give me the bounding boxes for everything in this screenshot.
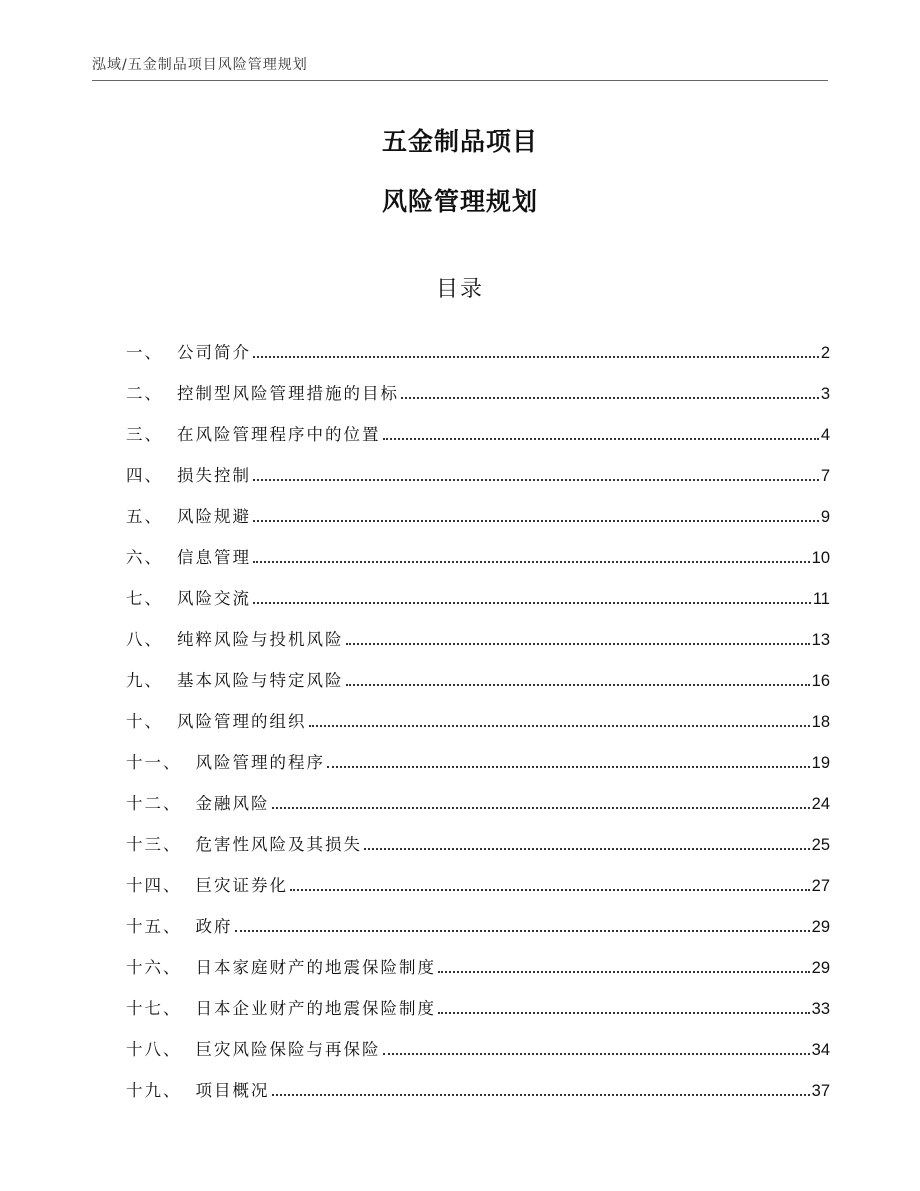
toc-entry-title: 风险管理的组织 <box>177 712 307 731</box>
toc-entry-title: 巨灾风险保险与再保险 <box>195 1040 381 1059</box>
document-title-line2: 风险管理规划 <box>381 187 538 216</box>
toc-entry[interactable] <box>126 732 830 773</box>
toc-entry-title: 风险交流 <box>177 589 251 608</box>
toc-entry[interactable] <box>126 773 830 814</box>
toc-entry[interactable] <box>126 322 830 363</box>
toc-entry[interactable] <box>126 363 830 404</box>
toc-entry-number: 五、 <box>126 507 163 526</box>
toc-entry-title: 在风险管理程序中的位置 <box>177 425 381 444</box>
toc-entry-page-number: 24 <box>811 795 830 813</box>
toc-entry-page-number: 19 <box>811 754 830 772</box>
toc-entry-page-number: 16 <box>811 672 830 690</box>
document-title-line1: 五金制品项目 <box>381 127 538 156</box>
toc-entry-page-number: 10 <box>811 549 830 567</box>
toc-dot-leader <box>438 1012 810 1014</box>
toc-entry-number: 十三、 <box>126 835 182 854</box>
toc-entry-title: 公司简介 <box>177 343 251 362</box>
toc-dot-leader <box>401 397 819 399</box>
toc-entry-page-number: 7 <box>820 467 830 485</box>
toc-entry-number: 十八、 <box>126 1040 182 1059</box>
toc-entry[interactable] <box>126 937 830 978</box>
toc-entry-page-number: 37 <box>811 1082 830 1100</box>
toc-entry-number: 四、 <box>126 466 163 485</box>
toc-entry-number: 十、 <box>126 712 163 731</box>
toc-dot-leader <box>253 561 810 563</box>
toc-entry-number: 二、 <box>126 384 163 403</box>
toc-dot-leader <box>383 1053 810 1055</box>
toc-entry-title: 日本企业财产的地震保险制度 <box>195 999 436 1018</box>
toc-dot-leader <box>253 602 811 604</box>
toc-entry-page-number: 4 <box>820 426 830 444</box>
toc-entry-page-number: 25 <box>811 836 830 854</box>
toc-entry-number: 十四、 <box>126 876 182 895</box>
toc-entry-page-number: 33 <box>811 1000 830 1018</box>
toc-entry-title: 日本家庭财产的地震保险制度 <box>195 958 436 977</box>
toc-entry-title: 金融风险 <box>195 794 270 813</box>
toc-entry-page-number: 27 <box>811 877 830 895</box>
toc-entry-title: 风险规避 <box>177 507 251 526</box>
toc-entry[interactable] <box>126 814 830 855</box>
toc-dot-leader <box>253 356 819 358</box>
toc-dot-leader <box>253 520 819 522</box>
toc-entry-page-number: 11 <box>812 590 830 608</box>
toc-heading: 目录 <box>435 277 484 302</box>
toc-entry[interactable] <box>126 1019 830 1060</box>
toc-entry-number: 九、 <box>126 671 163 690</box>
toc-dot-leader <box>272 807 810 809</box>
toc-entry-number: 三、 <box>126 425 163 444</box>
toc-entry-page-number: 34 <box>811 1041 830 1059</box>
toc-entry-page-number: 3 <box>820 385 830 403</box>
toc-entry-page-number: 9 <box>820 508 830 526</box>
toc-entry[interactable] <box>126 650 830 691</box>
toc-entry-page-number: 29 <box>811 918 830 936</box>
toc-entry-title: 基本风险与特定风险 <box>177 671 344 690</box>
toc-entry-number: 一、 <box>126 343 163 362</box>
toc-entry-number: 八、 <box>126 630 163 649</box>
toc-entry-number: 十九、 <box>126 1081 182 1100</box>
toc-entry-number: 六、 <box>126 548 163 567</box>
toc-entry-number: 十一、 <box>126 753 182 772</box>
toc-dot-leader <box>438 971 810 973</box>
toc-dot-leader <box>309 725 810 727</box>
toc-entry[interactable] <box>126 691 830 732</box>
toc-dot-leader <box>383 438 819 440</box>
toc-entry[interactable] <box>126 609 830 650</box>
toc-entry-page-number: 18 <box>811 713 830 731</box>
toc-entry-number: 十七、 <box>126 999 182 1018</box>
toc-entry[interactable] <box>126 404 830 445</box>
toc-entry-page-number: 13 <box>811 631 830 649</box>
toc-dot-leader <box>346 643 810 645</box>
toc-entry-page-number: 29 <box>811 959 830 977</box>
toc-dot-leader <box>253 479 819 481</box>
toc-dot-leader <box>327 766 810 768</box>
toc-entry[interactable] <box>126 486 830 527</box>
toc-entry-title: 信息管理 <box>177 548 251 567</box>
toc-entry[interactable] <box>126 896 830 937</box>
toc-entry-title: 政府 <box>195 917 233 936</box>
page-header: 泓域/五金制品项目风险管理规划 <box>92 54 828 81</box>
toc-entry[interactable] <box>126 568 830 609</box>
toc-entry-number: 十五、 <box>126 917 182 936</box>
toc-entry-page-number: 2 <box>820 344 830 362</box>
toc-dot-leader <box>272 1094 810 1096</box>
toc-entry[interactable] <box>126 855 830 896</box>
toc-entry-title: 危害性风险及其损失 <box>195 835 362 854</box>
toc-entry[interactable] <box>126 1060 830 1101</box>
table-of-contents <box>126 322 830 1101</box>
toc-dot-leader <box>290 889 810 891</box>
toc-dot-leader <box>364 848 810 850</box>
toc-entry-title: 风险管理的程序 <box>195 753 325 772</box>
toc-entry-title: 纯粹风险与投机风险 <box>177 630 344 649</box>
toc-entry-title: 损失控制 <box>177 466 251 485</box>
toc-dot-leader <box>235 930 810 932</box>
toc-entry[interactable] <box>126 978 830 1019</box>
toc-entry[interactable] <box>126 445 830 486</box>
toc-entry-number: 十六、 <box>126 958 182 977</box>
toc-entry-title: 巨灾证券化 <box>195 876 288 895</box>
toc-entry-number: 七、 <box>126 589 163 608</box>
toc-entry-number: 十二、 <box>126 794 182 813</box>
toc-entry-title: 控制型风险管理措施的目标 <box>177 384 399 403</box>
toc-entry-title: 项目概况 <box>195 1081 270 1100</box>
toc-entry[interactable] <box>126 527 830 568</box>
toc-dot-leader <box>346 684 810 686</box>
